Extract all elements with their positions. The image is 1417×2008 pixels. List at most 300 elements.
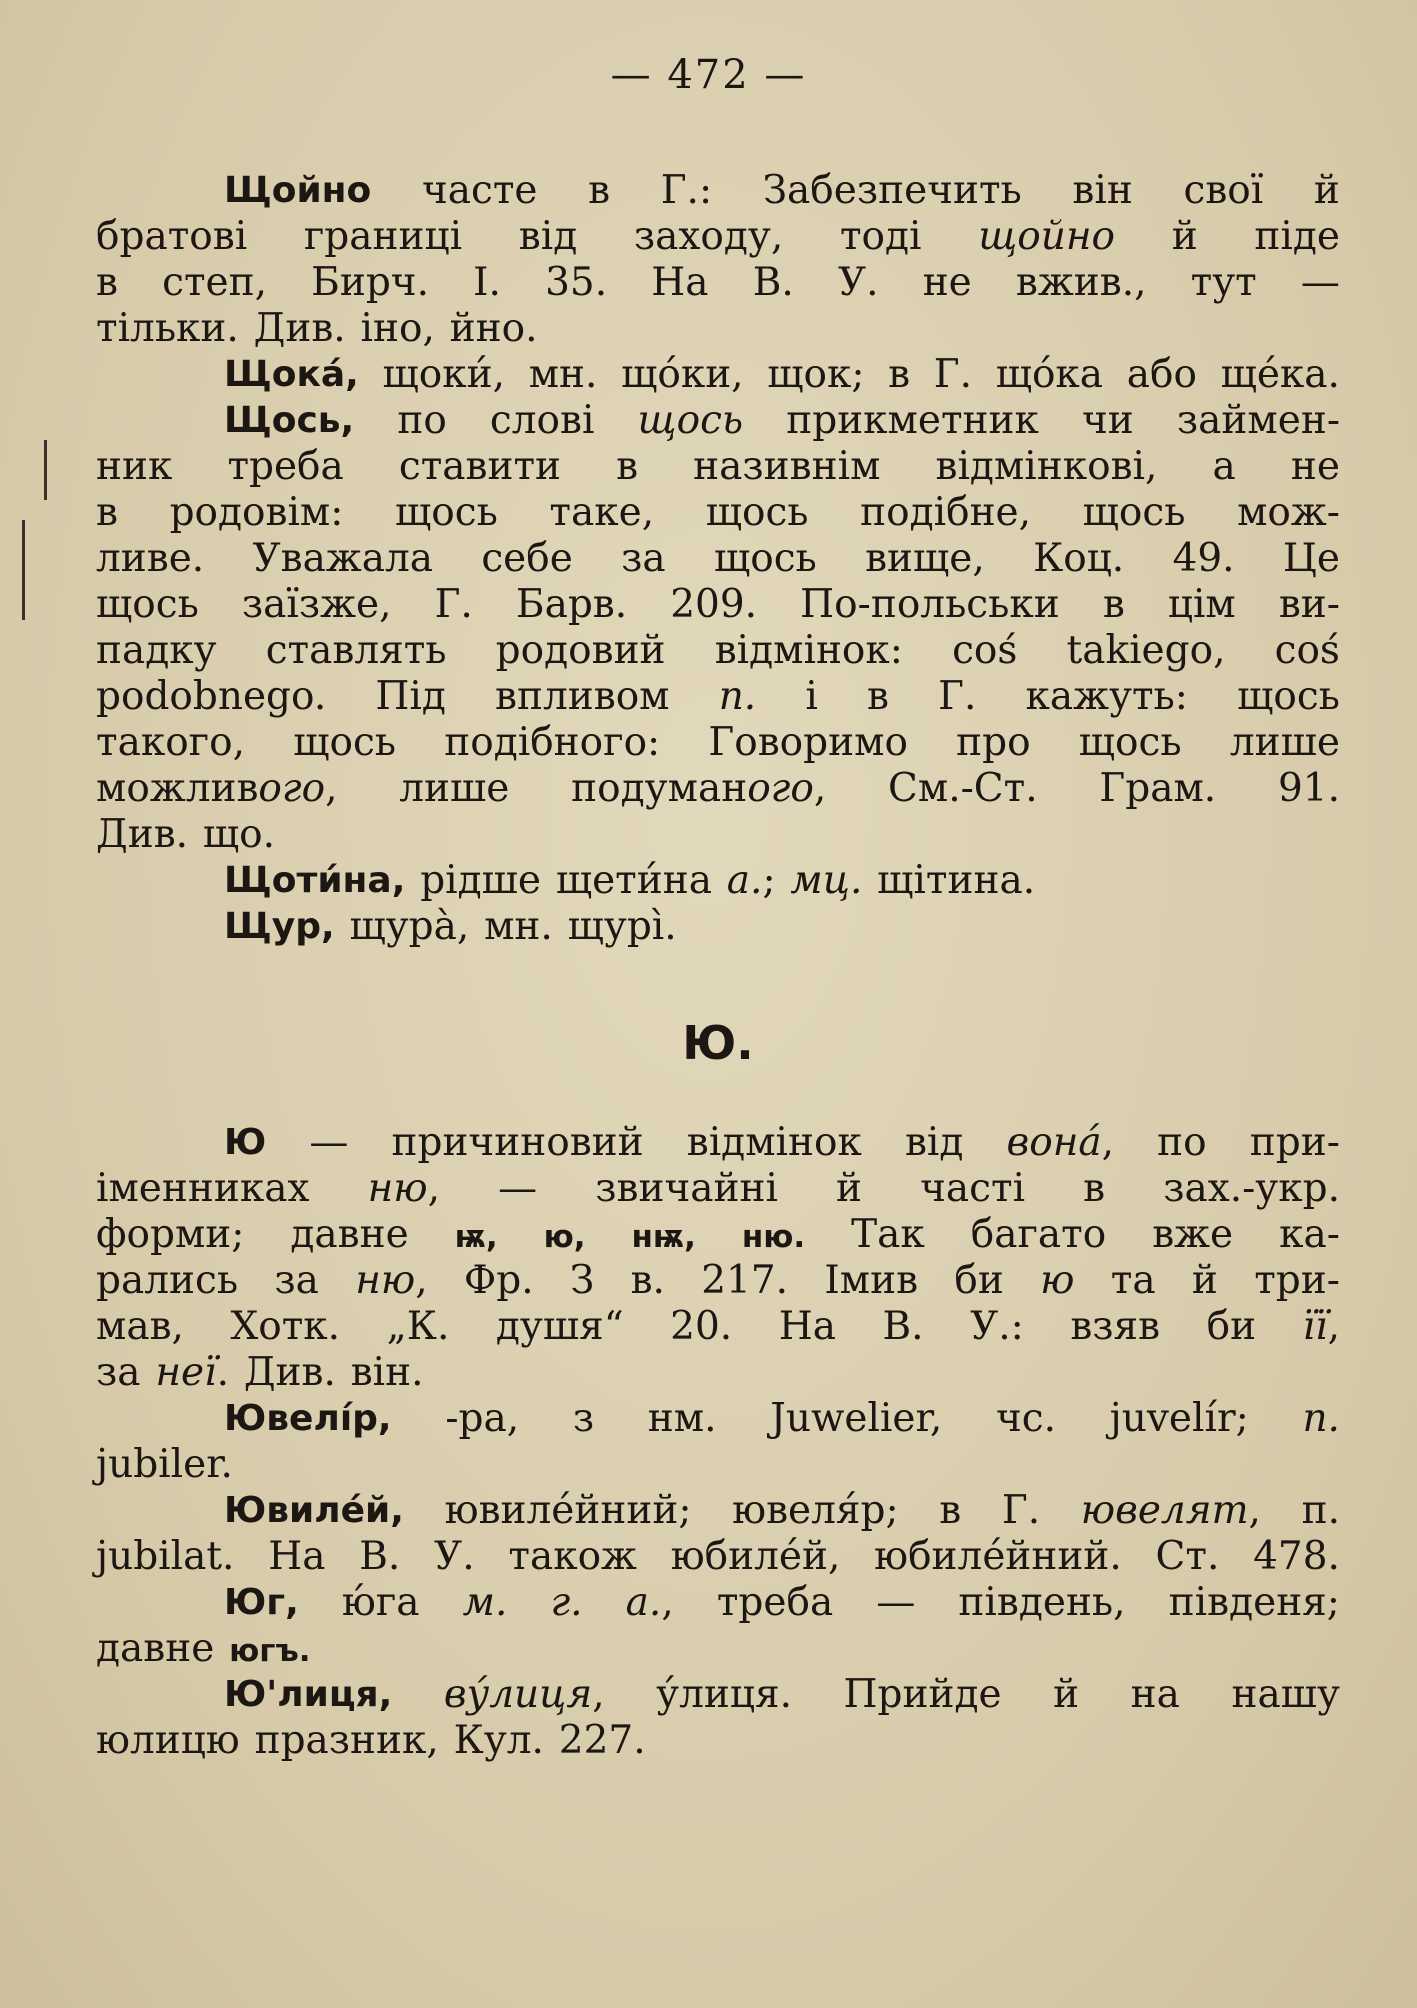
italic-text: вона́	[1006, 1120, 1102, 1165]
word	[1111, 1258, 1156, 1304]
word: в	[96, 490, 118, 535]
text-fragment: В.	[882, 1304, 924, 1349]
text-fragment: п.	[1301, 1488, 1340, 1533]
word: степ,	[162, 260, 268, 305]
word: подібне,	[860, 490, 1032, 535]
text-fragment: 217.	[701, 1258, 789, 1303]
text-fragment: ,	[813, 766, 827, 811]
text-fragment: 20.	[670, 1304, 733, 1349]
word	[519, 214, 577, 260]
word	[719, 674, 757, 720]
entry-headword: Щока́,	[224, 354, 359, 395]
word	[877, 858, 1035, 904]
word	[1302, 1488, 1340, 1534]
text-fragment: ювиле́йний;	[444, 1488, 692, 1533]
text-fragment: Хотк.	[230, 1304, 341, 1349]
word: а	[1212, 444, 1236, 489]
word	[96, 1212, 244, 1258]
text-fragment: при-	[1249, 1120, 1340, 1165]
word	[732, 1488, 898, 1534]
word: він	[1072, 168, 1133, 213]
word	[595, 1166, 778, 1212]
word	[883, 1304, 924, 1350]
italic-text: її	[1302, 1304, 1328, 1349]
word	[958, 1580, 1125, 1626]
text-fragment: ю́га	[341, 1580, 420, 1625]
word: Це	[1282, 536, 1340, 581]
text-fragment: за	[96, 1350, 141, 1395]
word: По-польськи	[800, 582, 1060, 627]
word	[836, 1166, 862, 1212]
text-line	[96, 812, 1340, 858]
word: що́ки,	[621, 352, 744, 397]
text-fragment: —	[498, 1166, 538, 1211]
word: Барв.	[515, 582, 628, 627]
text-line	[96, 1166, 1340, 1212]
word: падку	[96, 628, 217, 673]
text-fragment: давне	[290, 1212, 409, 1257]
word: jubilat.	[96, 1534, 235, 1579]
text-fragment: в	[867, 674, 889, 719]
text-line	[96, 306, 1340, 352]
word: цім	[1167, 582, 1236, 627]
italic-text: ню	[355, 1258, 416, 1303]
word	[1040, 1258, 1074, 1304]
section-heading: Ю.	[682, 1016, 754, 1070]
word: подібного:	[444, 720, 661, 765]
word: родовий	[495, 628, 666, 673]
word	[687, 1120, 862, 1166]
word	[824, 1258, 918, 1304]
text-fragment: піде	[1254, 214, 1340, 259]
text-fragment: можлив	[96, 766, 259, 811]
word	[1026, 674, 1188, 720]
word: вище,	[865, 536, 985, 581]
word: юлицю	[96, 1718, 240, 1763]
text-fragment: би	[954, 1258, 1004, 1303]
word: в	[96, 260, 118, 305]
word	[230, 1304, 340, 1350]
word	[670, 1304, 732, 1350]
word: Коц.	[1033, 536, 1125, 581]
old-script-text: югъ.	[229, 1633, 311, 1669]
italic-text: п.	[718, 674, 757, 719]
word	[876, 1580, 915, 1626]
word	[304, 214, 462, 260]
word: в	[888, 352, 911, 397]
word: coś	[952, 628, 1018, 673]
word	[1007, 1120, 1115, 1166]
text-fragment: мав,	[96, 1304, 184, 1349]
word	[1172, 214, 1198, 260]
word: не	[922, 260, 972, 305]
text-fragment: південя;	[1168, 1580, 1340, 1625]
word: й	[1313, 168, 1340, 213]
word: юбиле́й,	[670, 1534, 841, 1579]
page-number: — 472 —	[610, 52, 807, 98]
text-fragment: рались	[96, 1258, 239, 1303]
text-line	[96, 260, 1340, 306]
word: щок;	[767, 352, 865, 397]
text-fragment: На	[778, 1304, 836, 1349]
word	[1163, 1166, 1340, 1212]
word	[96, 1166, 310, 1212]
text-line	[96, 674, 1340, 720]
old-script-text: ню.	[741, 1219, 806, 1255]
text-line	[96, 766, 1340, 812]
word: щура̀,	[349, 904, 470, 949]
word: вжив.,	[1015, 260, 1147, 305]
word: юбиле́йний.	[874, 1534, 1122, 1579]
text-fragment: південь,	[958, 1580, 1126, 1625]
entry-headword: Юг,	[224, 1582, 299, 1623]
word	[1237, 674, 1340, 720]
word	[970, 1304, 1024, 1350]
text-fragment: три-	[1254, 1258, 1340, 1303]
word	[455, 1212, 498, 1258]
text-fragment: границі	[303, 214, 463, 259]
word	[920, 1166, 1025, 1212]
text-fragment: См.-Ст.	[888, 766, 1038, 811]
word	[397, 398, 446, 444]
old-script-text: ю,	[543, 1219, 586, 1255]
text-line	[96, 628, 1340, 674]
word: ви-	[1278, 582, 1340, 627]
text-fragment: Див.	[243, 1350, 336, 1395]
word	[571, 766, 826, 812]
text-fragment: й	[836, 1166, 863, 1211]
text-fragment: Juwelier,	[770, 1396, 943, 1441]
word: ставлять	[265, 628, 447, 673]
word	[1099, 766, 1216, 812]
word: в	[588, 168, 611, 213]
word	[938, 674, 976, 720]
word	[844, 1672, 1002, 1718]
word: заїзже,	[241, 582, 392, 627]
text-fragment: ,	[592, 1672, 605, 1717]
word	[391, 1120, 643, 1166]
text-fragment: часті	[920, 1166, 1026, 1211]
word	[309, 1120, 348, 1166]
margin-mark	[44, 440, 47, 500]
word: відмінок:	[714, 628, 903, 673]
text-fragment: за	[274, 1258, 319, 1303]
word: 209.	[670, 582, 758, 627]
word	[971, 1212, 1106, 1258]
italic-text: неї	[155, 1350, 217, 1395]
text-fragment: чс.	[995, 1396, 1056, 1441]
word	[274, 1258, 319, 1304]
word	[355, 1258, 427, 1304]
word	[851, 1212, 925, 1258]
word	[1157, 1120, 1206, 1166]
word	[387, 1304, 450, 1350]
word: 49.	[1172, 536, 1235, 581]
word: На	[651, 260, 709, 305]
margin-mark	[22, 520, 25, 620]
word: Забезпечить	[762, 168, 1022, 213]
text-fragment: Г.	[1001, 1488, 1041, 1533]
text-line	[96, 1718, 1340, 1764]
dictionary-entry	[96, 858, 1340, 904]
text-fragment: ,	[1248, 1488, 1261, 1533]
text-fragment: причиновий	[391, 1120, 644, 1165]
word: В.	[359, 1534, 401, 1579]
word: в	[1102, 582, 1125, 627]
word: ник	[96, 444, 173, 489]
text-line	[96, 1212, 1340, 1258]
text-fragment: вже	[1152, 1212, 1234, 1257]
text-fragment: щось	[1237, 674, 1340, 719]
text-line	[96, 1304, 1340, 1350]
entry-headword: Ю'лиця,	[224, 1674, 393, 1715]
word: ставити	[398, 444, 562, 489]
entries-shch	[96, 168, 1340, 950]
word: —	[1300, 260, 1340, 305]
word	[490, 398, 595, 444]
text-fragment: звичайні	[595, 1166, 778, 1211]
word: ще́ка.	[1220, 352, 1340, 397]
word	[229, 1626, 310, 1672]
word	[790, 858, 862, 904]
italic-text: ю	[1040, 1258, 1075, 1303]
word	[954, 1258, 1003, 1304]
entry-headword: Щось,	[224, 400, 355, 441]
dictionary-entry	[96, 1672, 1340, 1764]
word	[779, 1304, 836, 1350]
italic-text: мц.	[790, 858, 863, 903]
word	[244, 1350, 336, 1396]
word: Г.	[434, 582, 473, 627]
word	[96, 1258, 238, 1304]
text-fragment: чи	[1082, 398, 1134, 443]
word: про	[956, 720, 1031, 765]
text-line	[96, 444, 1340, 490]
italic-text: п.	[1302, 1396, 1340, 1441]
text-line	[96, 1396, 1340, 1442]
old-script-text: ѭ,	[454, 1219, 498, 1255]
text-fragment: й	[1191, 1258, 1218, 1303]
text-line	[96, 1534, 1340, 1580]
word: щоки́,	[382, 352, 506, 397]
word: що.	[202, 812, 276, 857]
word: також	[508, 1534, 637, 1579]
entries-yu	[96, 1120, 1340, 1764]
italic-text: а.	[625, 1580, 662, 1625]
italic-text: ню	[367, 1166, 428, 1211]
text-fragment: по	[1157, 1120, 1207, 1165]
word	[1169, 1580, 1340, 1626]
word	[399, 766, 509, 812]
word	[1250, 1120, 1340, 1166]
word: що́ка	[995, 352, 1104, 397]
text-fragment: podobnego.	[96, 674, 327, 719]
word	[464, 1258, 534, 1304]
text-fragment: У.:	[970, 1304, 1024, 1349]
text-fragment: у́лиця.	[656, 1672, 792, 1717]
text-line	[96, 1120, 1340, 1166]
text-fragment: й	[1171, 214, 1198, 259]
word: У.	[434, 1534, 475, 1579]
word	[1303, 1304, 1340, 1350]
italic-text: ювелят	[1080, 1488, 1249, 1533]
word: мн.	[528, 352, 598, 397]
word: щурі̀.	[567, 904, 677, 949]
word: відмінкові,	[935, 444, 1158, 489]
italic-text: ого	[747, 766, 814, 811]
word	[351, 1350, 424, 1396]
text-fragment: слові	[489, 398, 595, 443]
word: тільки.	[96, 306, 239, 351]
word: такого,	[96, 720, 245, 765]
text-fragment: взяв	[1070, 1304, 1161, 1349]
text-fragment: та	[1110, 1258, 1156, 1303]
word	[717, 1580, 833, 1626]
text-line	[96, 352, 1340, 398]
text-line	[96, 490, 1340, 536]
word: takiego,	[1066, 628, 1226, 673]
text-fragment: лише	[399, 766, 510, 811]
word: Бирч.	[311, 260, 429, 305]
text-fragment: багато	[970, 1212, 1107, 1257]
word: тут	[1190, 260, 1257, 305]
word	[96, 766, 338, 812]
word	[290, 1212, 408, 1258]
entry-headword: Щойно	[224, 170, 372, 211]
word	[96, 1350, 141, 1396]
word	[1302, 1396, 1340, 1442]
text-fragment: ;	[762, 858, 776, 903]
dictionary-entry	[96, 352, 1340, 398]
word: щось	[705, 490, 809, 535]
word	[155, 1350, 229, 1396]
text-fragment: рідше	[420, 858, 541, 903]
word: Г.:	[660, 168, 713, 213]
word: лише	[1229, 720, 1340, 765]
word	[1207, 1304, 1256, 1350]
text-fragment: в	[1083, 1166, 1106, 1211]
text-line	[96, 1350, 1340, 1396]
italic-text: г.	[550, 1580, 583, 1625]
word	[463, 1580, 508, 1626]
word	[420, 858, 541, 904]
word: за	[621, 536, 666, 581]
word	[1070, 1304, 1160, 1350]
text-fragment: ювеля́р;	[732, 1488, 899, 1533]
text-line	[96, 858, 1340, 904]
entry-headword: Ю	[224, 1122, 267, 1163]
text-fragment: по	[397, 398, 447, 443]
word	[727, 858, 776, 904]
word	[939, 1488, 961, 1534]
word	[888, 766, 1038, 812]
dictionary-text	[96, 168, 1340, 1764]
text-fragment: .	[216, 1350, 229, 1395]
text-fragment: в.	[630, 1258, 665, 1303]
text-fragment: від	[518, 214, 578, 259]
text-line	[96, 1442, 1340, 1488]
text-fragment: і	[805, 674, 818, 719]
word	[96, 674, 326, 720]
text-fragment: треба	[716, 1580, 834, 1625]
text-fragment: Г.	[938, 674, 977, 719]
word: В.	[752, 260, 794, 305]
text-line	[96, 1488, 1340, 1534]
text-fragment: ,	[415, 1258, 428, 1303]
word: в	[616, 444, 639, 489]
word	[701, 1258, 788, 1304]
word: jubiler.	[96, 1442, 233, 1487]
word: йно.	[449, 306, 538, 351]
word: себе	[481, 536, 573, 581]
text-line	[96, 1258, 1340, 1304]
word	[375, 674, 446, 720]
text-fragment: -ра,	[445, 1396, 520, 1441]
text-fragment: ,	[325, 766, 338, 811]
text-fragment: подуман	[571, 766, 748, 811]
dictionary-entry	[96, 1396, 1340, 1488]
text-fragment: від	[904, 1120, 964, 1165]
word: щось	[96, 582, 199, 627]
text-line	[96, 1672, 1340, 1718]
text-fragment: форми;	[96, 1212, 245, 1257]
word	[573, 1396, 594, 1442]
text-line	[96, 168, 1340, 214]
word	[96, 1626, 214, 1672]
word: щось	[1082, 490, 1186, 535]
text-fragment: відмінок	[686, 1120, 862, 1165]
word	[805, 674, 817, 720]
word	[556, 858, 712, 904]
word: На	[268, 1534, 326, 1579]
word	[96, 1304, 184, 1350]
word: іно,	[360, 306, 435, 351]
word	[1131, 1672, 1180, 1718]
word: Г.	[933, 352, 973, 397]
italic-text: м.	[462, 1580, 508, 1625]
dictionary-entry	[96, 1488, 1340, 1580]
dictionary-entry	[96, 1580, 1340, 1672]
text-fragment: душя“	[495, 1304, 624, 1349]
text-line	[96, 582, 1340, 628]
word: Говоримо	[708, 720, 908, 765]
word	[1254, 1258, 1340, 1304]
text-fragment: Фр.	[463, 1258, 534, 1303]
text-line	[96, 720, 1340, 766]
word	[1082, 398, 1134, 444]
text-fragment: й	[1053, 1672, 1080, 1717]
italic-text: щось	[637, 398, 744, 443]
text-fragment: давне	[96, 1626, 215, 1671]
word: мож-	[1237, 490, 1340, 535]
text-line	[96, 1580, 1340, 1626]
text-fragment: „К.	[386, 1304, 450, 1349]
text-fragment: ,	[427, 1166, 441, 1211]
word	[496, 1304, 624, 1350]
text-fragment: нашу	[1231, 1672, 1340, 1717]
word	[867, 674, 889, 720]
text-fragment: зах.-укр.	[1163, 1166, 1340, 1211]
word	[656, 1672, 792, 1718]
text-fragment: ,	[1327, 1304, 1340, 1349]
word: 227.	[558, 1718, 646, 1763]
word: coś	[1274, 628, 1340, 673]
text-fragment: ,	[661, 1580, 674, 1625]
word: щось	[713, 536, 817, 581]
word	[1177, 398, 1340, 444]
word: свої	[1183, 168, 1264, 213]
word	[631, 1258, 665, 1304]
